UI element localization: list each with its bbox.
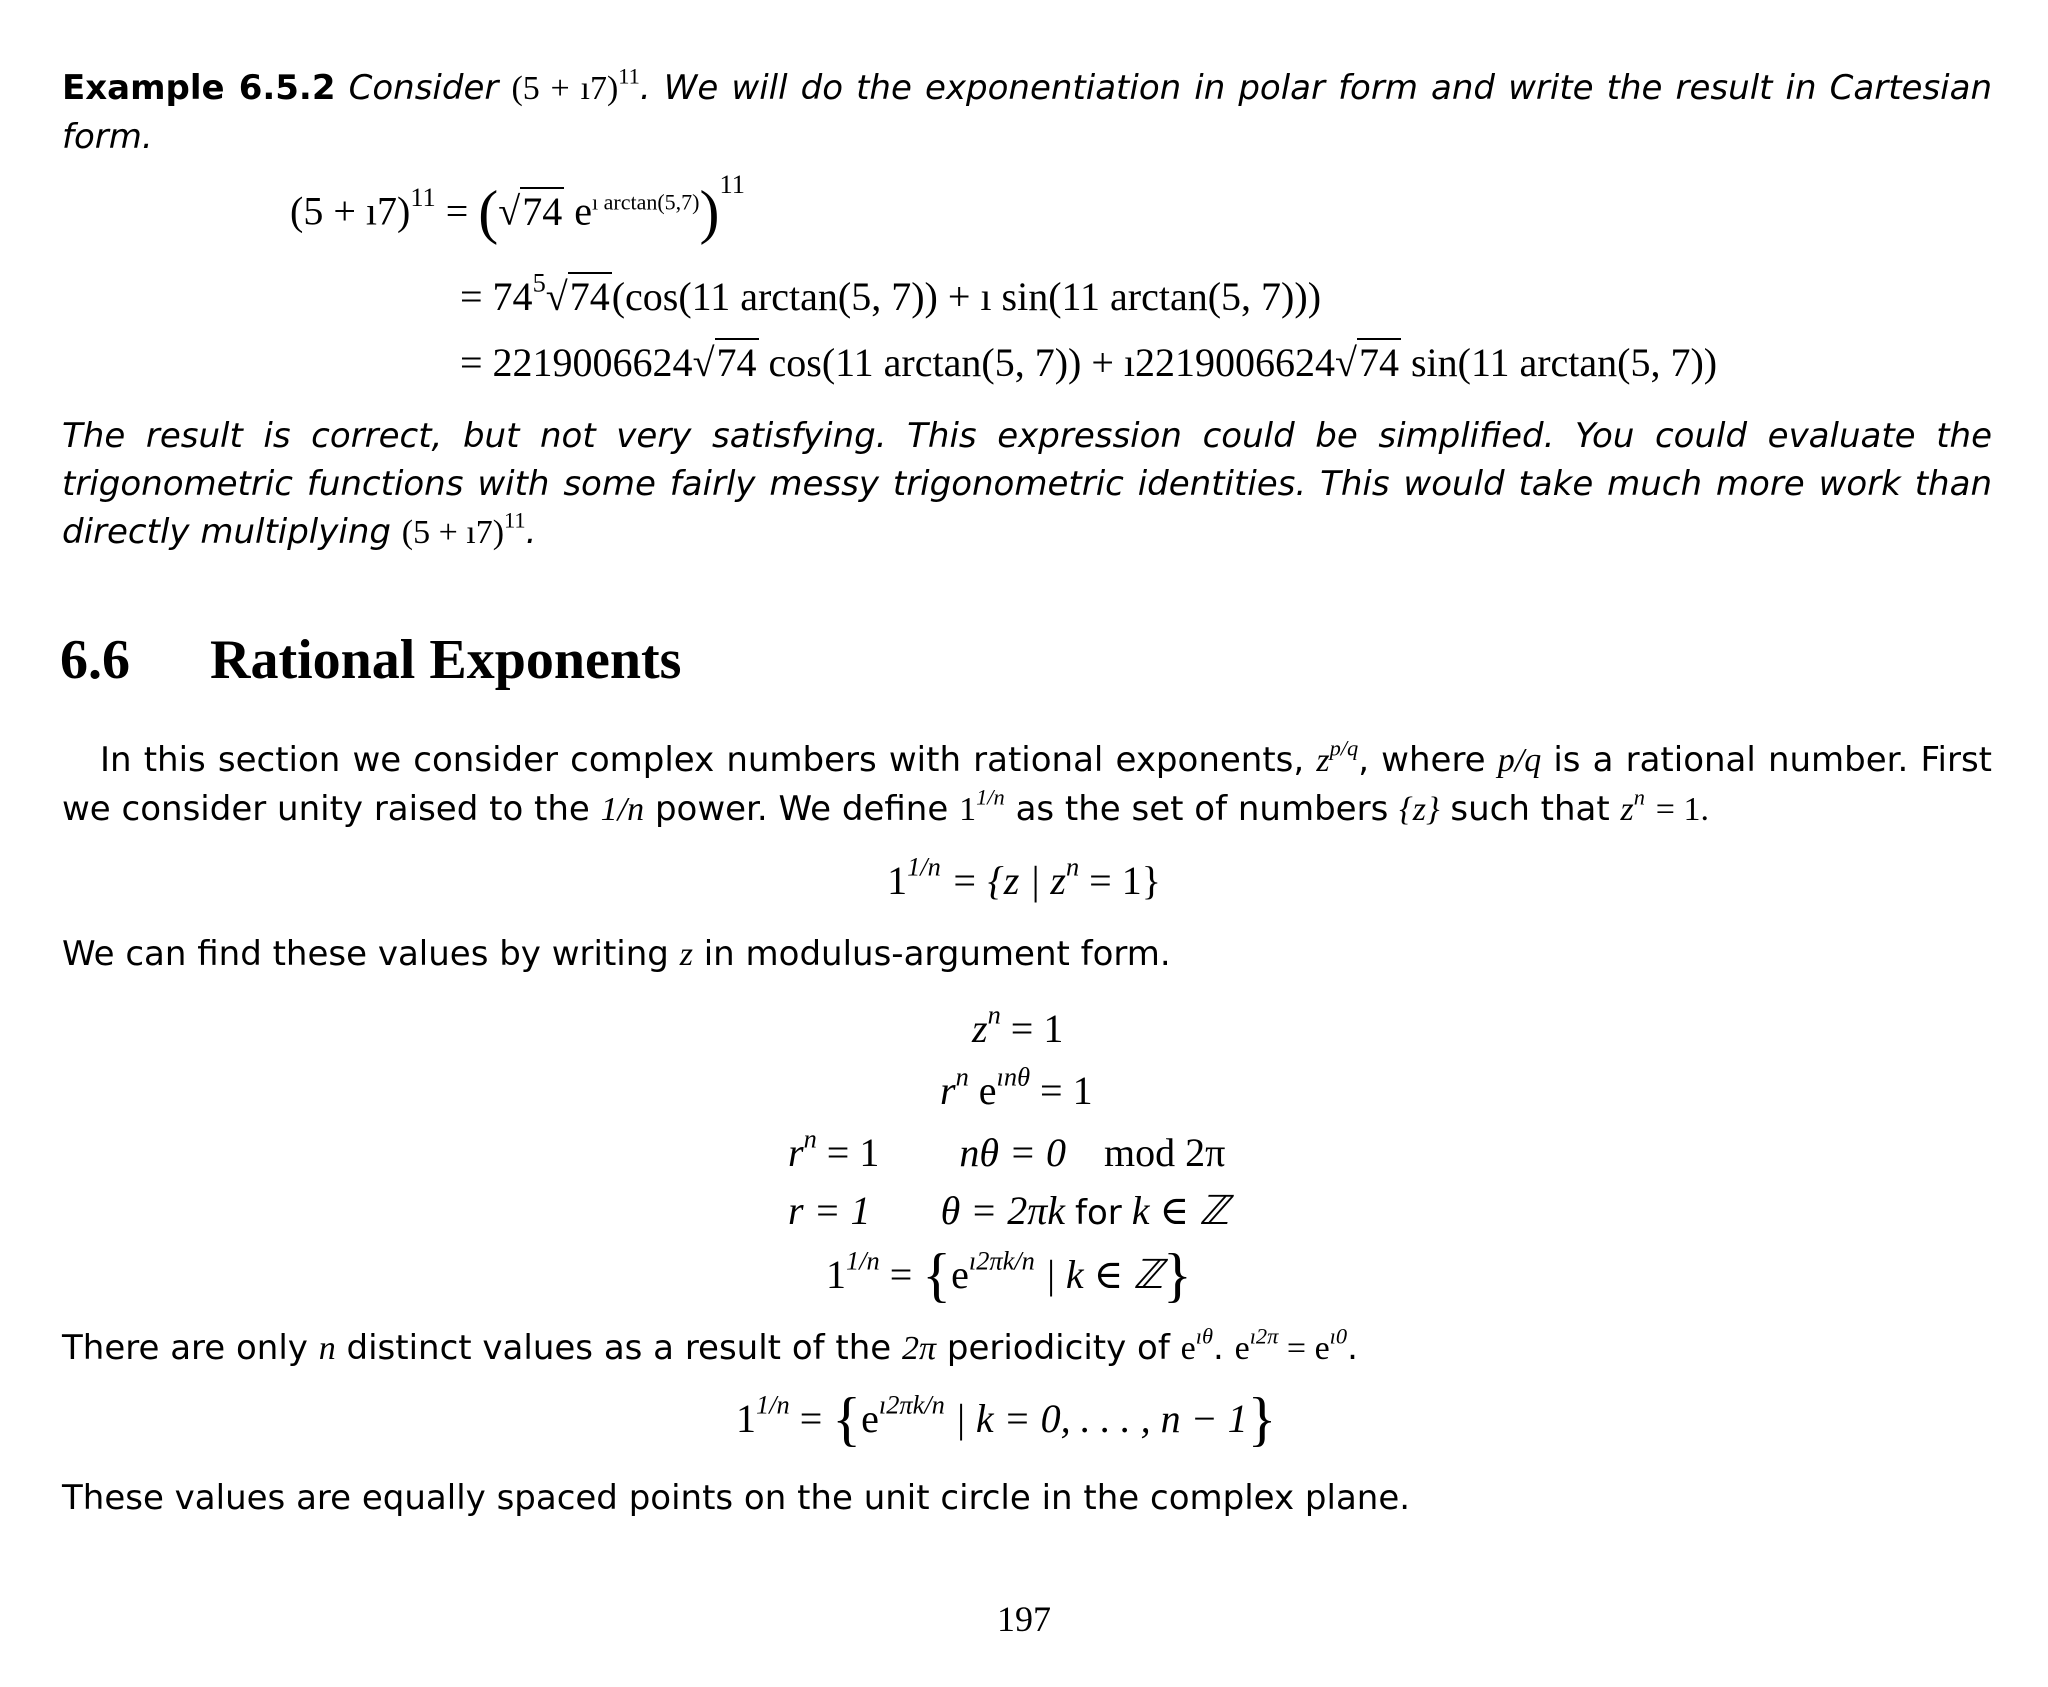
align-row-5: $1^{1/n} = \{e^{ı2\pi k/n}$ | k ∈ ℤ} [826,1242,1192,1309]
closing-paragraph: These values are equally spaced points on the unit circle in the complex plane. [62,1478,1411,1518]
modulus-argument-paragraph: We can find these values by writing z in modulus-argument form. [62,934,1171,974]
distinct-values-paragraph: There are only n distinct values as a result of the 2π periodicity of $e^{ı\theta}$. $e^{ı2\pi} = e^{ı0}$. [62,1323,1358,1368]
derivation-line-2: = $74^5√74(\cos(11$ arctan(5, 7)) + ı sin(11 arctan(5, 7))) [460,267,1322,319]
derivation-line-1: (5 + ı7)$^{11}$ = (√74 $e^{ı arctan(5,7)})^{11}$ [290,169,745,245]
intro-paragraph: In this section we consider complex numbers with rational exponents, $z^{p/q}$, where p/q is a rational number. First we consider unity raised to the 1/n power. We define $1^{1/n}$ as the set of numbers {z} such that $z^n = 1$. [62,735,1993,829]
section-title: Rational Exponents [210,629,682,691]
example-expr: (5 + ı7)$^{11}$ [511,63,640,107]
align-row-1: $z^n = 1$ [972,999,1064,1051]
example-intro-rest: . We will do the exponentiation in polar form and write the result in Cartesian form. [62,68,1992,157]
section-heading [60,628,681,692]
example-paragraph [62,64,1992,161]
page-number: 197 [997,1599,1051,1639]
derivation-line-3: = 2219006624√74 cos(11 arctan(5, 7)) + ı2219006624√74 sin(11 arctan(5, 7)) [460,340,1718,385]
example-label: Example 6.5.2 [62,68,336,108]
align-row-4: r = 1 θ = 2πk for k ∈ ℤ [788,1188,1229,1233]
section-number: 6.6 [60,629,130,691]
example-intro: Consider [348,68,499,108]
remark-paragraph: The result is correct, but not very satisfying. This expression could be simplified. You could evaluate the trigonometric functions with some fairly messy trigonometric identities. This would take much more work than directly multiplying (5 + ı7)$^{11}$. [62,416,1992,552]
align-row-2: $r^n$ $e^{ın\theta} = 1$ [940,1061,1093,1113]
definition-equation: $1^{1/n} = \{z$ | $z^n = 1$} [887,851,1161,903]
values-equation: $1^{1/n} = \{e^{ı2\pi k/n}$ | k = 0, . . . , n − 1} [736,1386,1277,1453]
align-row-3: $r^n = 1$ nθ = 0 mod 2π [788,1123,1226,1175]
